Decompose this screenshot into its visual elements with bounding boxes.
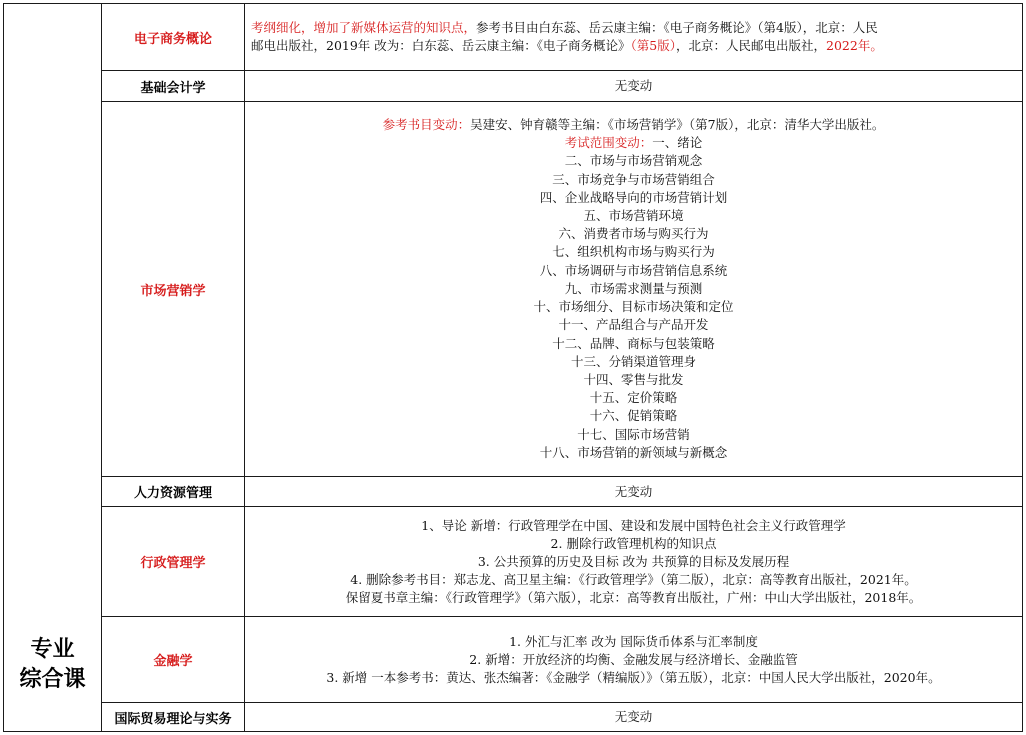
- chapter-item: 二、市场与市场营销观念: [564, 153, 703, 169]
- description-cell: 无变动: [245, 477, 1023, 507]
- description-cell: 无变动: [245, 703, 1023, 732]
- chapter-item: 九、市场需求测量与预测: [564, 280, 703, 296]
- table-row: [4, 102, 1023, 477]
- chapter-item: 五、市场营销环境: [583, 208, 684, 224]
- category-cell: 专业 综合课: [4, 4, 102, 732]
- subject-cell: 人力资源管理: [102, 477, 245, 507]
- chapter-item: 十二、品牌、商标与包装策略: [552, 335, 715, 351]
- chapter-item: 七、组织机构市场与购买行为: [552, 244, 715, 260]
- chapter-item: 十三、分销渠道管理身: [570, 353, 696, 369]
- chapter-item: 十八、市场营销的新领域与新概念: [539, 444, 728, 460]
- subject-cell: 电子商务概论: [102, 4, 245, 71]
- subject-cell: 行政管理学: [102, 507, 245, 617]
- chapter-item: 十五、定价策略: [589, 390, 678, 406]
- chapter-item: 十一、产品组合与产品开发: [558, 317, 709, 333]
- description-cell: 1. 外汇与汇率 改为 国际货币体系与汇率制度 2. 新增：开放经济的均衡、金融发展与经济增长、金融监管 3. 新增 一本参考书：黄达、张杰编著：《金融学（精编版）》（第五版），北京：中国人民大学出版社，2020年。: [245, 617, 1023, 703]
- table-row: [4, 617, 1023, 703]
- table-row: [4, 507, 1023, 617]
- subject-cell: 市场营销学: [102, 102, 245, 477]
- description-cell: 1、导论 新增：行政管理学在中国、建设和发展中国特色社会主义行政管理学 2. 删除行政管理机构的知识点 3. 公共预算的历史及目标 改为 共预算的目标及发展历程 4. 删除参考书目：郑志龙、高卫星主编：《行政管理学》（第二版），北京：高等教育出版社，2021年。 保留夏书章主编：《行政管理学》（第六版），北京：高等教育出版社，广州：中山大学出版社，2018年。: [245, 507, 1023, 617]
- subject-cell: 基础会计学: [102, 71, 245, 102]
- subject-cell: 金融学: [102, 617, 245, 703]
- description-cell: 考纲细化，增加了新媒体运营的知识点，参考书目由白东蕊、岳云康主编：《电子商务概论》（第4版），北京：人民 邮电出版社，2019年 改为：白东蕊、岳云康主编：《电子商务概论》（第5版），北京：人民邮电出版社，2022年。: [245, 4, 1023, 71]
- description-cell: 参考书目变动：吴建安、钟育赣等主编：《市场营销学》（第7版），北京：清华大学出版社。 考试范围变动：一、绪论 二、市场与市场营销观念 三、市场竞争与市场营销组合 四、企业战略导向的市场营销计划 五、市场营销环境 六、消费者市场与购买行为 七、组织机构市场与购买行为 八、市场调研与市场营销信息系统 九、市场需求测量与预测 十、市场细分、目标市场决策和定位 十一、产品组合与产品开发 十二、品牌、商标与包装策略 十三、分销渠道管理身 十四、零售与批发 十五、定价策略 十六、促销策略 十七、国际市场营销 十八、市场营销的新领域与新概念: [245, 102, 1023, 477]
- table-row: [4, 477, 1023, 507]
- chapter-item: 十、市场细分、目标市场决策和定位: [533, 299, 734, 315]
- description-cell: 无变动: [245, 71, 1023, 102]
- chapter-item: 四、企业战略导向的市场营销计划: [539, 189, 728, 205]
- table-row: [4, 4, 1023, 71]
- table-row: [4, 703, 1023, 732]
- subject-cell: 国际贸易理论与实务: [102, 703, 245, 732]
- chapter-item: 十七、国际市场营销: [577, 426, 690, 442]
- chapter-item: 三、市场竞争与市场营销组合: [552, 171, 715, 187]
- chapter-item: 八、市场调研与市场营销信息系统: [539, 262, 728, 278]
- syllabus-change-table: [3, 3, 1023, 732]
- chapter-item: 十六、促销策略: [589, 408, 678, 424]
- chapter-item: 十四、零售与批发: [583, 371, 684, 387]
- table-row: [4, 71, 1023, 102]
- chapter-item: 六、消费者市场与购买行为: [558, 226, 709, 242]
